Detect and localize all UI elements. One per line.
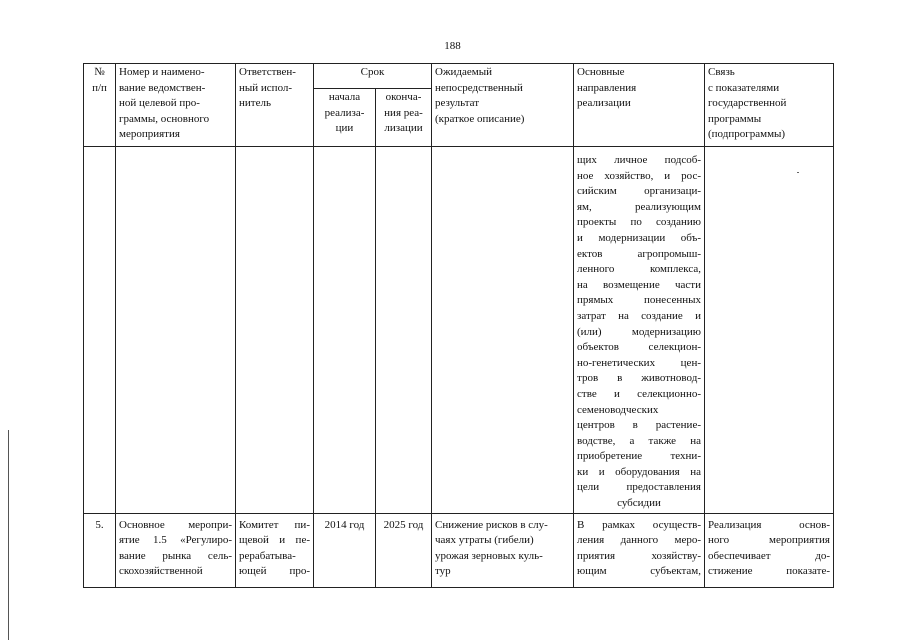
table-row: [84, 147, 834, 514]
header-num: № п/п: [84, 64, 116, 147]
scan-speck: [797, 172, 799, 173]
cell-start: [314, 147, 376, 514]
cell-executor: [236, 147, 314, 514]
cell-result: [432, 147, 574, 514]
header-row: [84, 64, 834, 89]
row5-start: 2014 год: [314, 513, 376, 587]
cell-num: [84, 147, 116, 514]
header-term: Срок: [314, 64, 432, 89]
program-table: [83, 63, 834, 588]
row5-link: Реализация основ- ного мероприятия обеспечивает до- стижение показате-: [705, 513, 834, 587]
row5-directions: В рамках осуществ- ления данного меро- приятия хозяйству- ющим субъектам,: [574, 513, 705, 587]
row5-executor: Комитет пи- щевой и пе- рерабатыва- ющей про-: [236, 513, 314, 587]
header-start: начала реализа- ции: [314, 89, 376, 147]
header-result: Ожидаемый непосредственный результат (краткое описание): [432, 64, 574, 147]
page-number: 188: [444, 40, 461, 52]
header-link: Связь с показателями государственной программы (подпрограммы): [705, 64, 834, 147]
scan-edge-mark: [8, 430, 9, 640]
cell-link: [705, 147, 834, 514]
cell-directions: [574, 147, 705, 514]
row5-name: Основное меропри- ятие 1.5 «Регулиро- вание рынка сель- скохозяйственной: [116, 513, 236, 587]
row5-result: Снижение рисков в слу- чаях утраты (гибели) урожая зерновых куль- тур: [432, 513, 574, 587]
header-executor: Ответствен- ный испол- нитель: [236, 64, 314, 147]
cell-name: [116, 147, 236, 514]
header-directions: Основные направления реализации: [574, 64, 705, 147]
header-end: оконча- ния реа- лизации: [376, 89, 432, 147]
table-row: [84, 513, 834, 587]
cell-end: [376, 147, 432, 514]
directions-text: щих личное подсоб- ное хозяйство, и рос- сийским организаци- ям, реализующим проекты по созданию и модернизации объ- ектов агропромыш- ленного комплекса, на возмещение части прямых понесенных затрат на создание и (или) модернизацию объектов селекцион- но-генетических цен- тров в животновод- стве и селекционно- семеноводческих центров в растение- водстве, а также на приобретение техни- ки и оборудования на цели предоставления субсидии: [577, 154, 701, 510]
row5-end: 2025 год: [376, 513, 432, 587]
header-name: Номер и наимено- вание ведомствен- ной целевой про- граммы, основного мероприятия: [116, 64, 236, 147]
row5-num: 5.: [84, 513, 116, 587]
